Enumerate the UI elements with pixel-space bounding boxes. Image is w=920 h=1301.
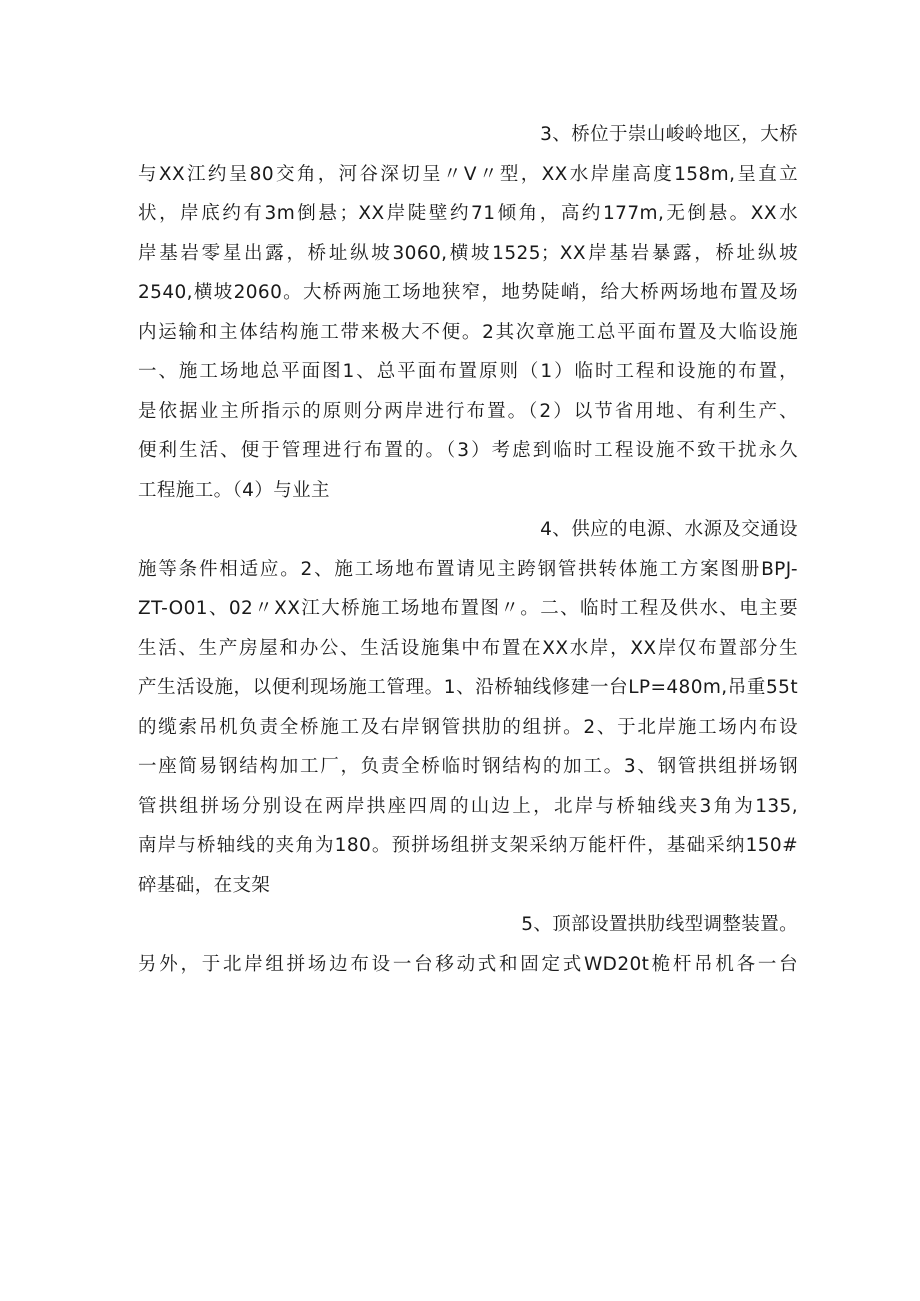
text-line: 的缆索吊机负责全桥施工及右岸钢管拱肋的组拼。2、于北岸施工场内布设: [138, 716, 798, 738]
text-line: 2540,横坡2060。大桥两施工场地狭窄，地势陡峭，给大桥两场地布置及场: [138, 282, 798, 303]
text-line: 一座简易钢结构加工厂，负责全桥临时钢结构的加工。3、钢管拱组拼场钢: [138, 756, 798, 777]
text-line: 岸基岩零星出露，桥址纵坡3060,横坡1525；XX岸基岩暴露，桥址纵坡: [138, 242, 798, 264]
text-line: 状，岸底约有3m倒悬；XX岸陡壁约71倾角，高约177m,无倒悬。XX水: [138, 203, 798, 224]
text-line: 5、顶部设置拱肋线型调整装置。: [521, 914, 798, 935]
text-line: 产生活设施，以便利现场施工管理。1、沿桥轴线修建一台LP=480m,吊重55t: [138, 677, 798, 698]
text-line: 生活、生产房屋和办公、生活设施集中布置在XX水岸，XX岸仅布置部分生: [138, 637, 798, 659]
document-body: [138, 115, 798, 984]
text-line: 是依据业主所指示的原则分两岸进行布置。（2）以节省用地、有利生产、: [138, 400, 798, 422]
text-line: 一、施工场地总平面图1、总平面布置原则（1）临时工程和设施的布置，: [138, 361, 798, 382]
text-line: 管拱组拼场分别设在两岸拱座四周的山边上，北岸与桥轴线夹3角为135,: [138, 795, 798, 817]
text-line: 3、桥位于崇山峻岭地区，大桥: [540, 124, 798, 145]
text-line: 施等条件相适应。2、施工场地布置请见主跨钢管拱转体施工方案图册BPJ-: [138, 558, 798, 580]
text-line: 工程施工。（4）与业主: [138, 479, 330, 501]
text-line: 另外，于北岸组拼场边布设一台移动式和固定式WD20t桅杆吊机各一台: [138, 953, 798, 975]
text-line: 与XX江约呈80交角，河谷深切呈〃V〃型，XX水岸崖高度158m,呈直立: [138, 163, 798, 185]
text-line: ZT-O01、02〃XX江大桥施工场地布置图〃。二、临时工程及供水、电主要: [138, 598, 798, 619]
text-line: 南岸与桥轴线的夹角为180。预拼场组拼支架采纳万能杆件，基础采纳150#: [138, 835, 798, 856]
text-line: 4、供应的电源、水源及交通设: [540, 519, 798, 540]
text-line: 内运输和主体结构施工带来极大不便。2其次章施工总平面布置及大临设施: [138, 321, 798, 343]
text-line: 碎基础，在支架: [138, 874, 271, 896]
text-line: 便利生活、便于管理进行布置的。（3）考虑到临时工程设施不致干扰永久: [138, 440, 798, 461]
